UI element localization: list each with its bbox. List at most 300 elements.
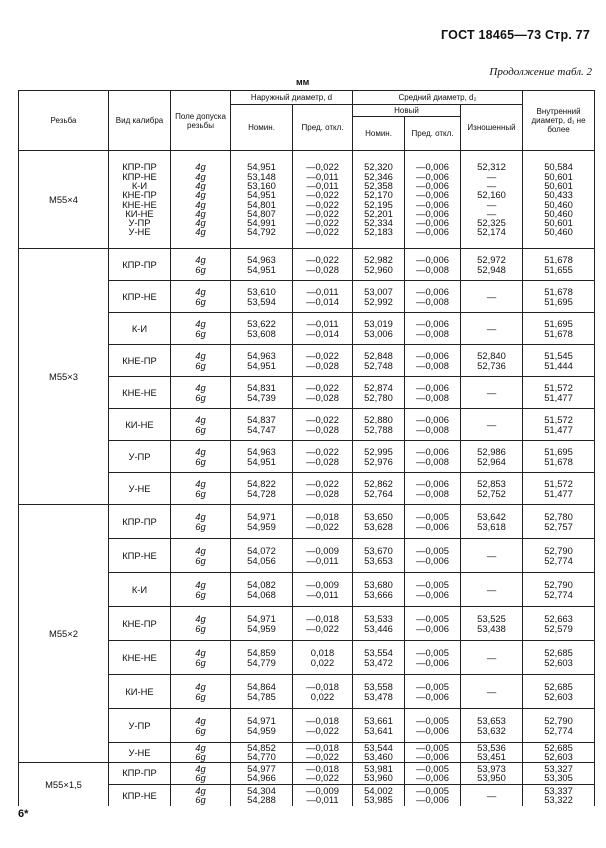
- cell-value: 53,628: [364, 520, 393, 532]
- cell-value: —0,006: [416, 772, 449, 784]
- cell-value: 52,603: [544, 656, 573, 668]
- cell-value: 54,837: [247, 414, 276, 426]
- cell-value: —0,008: [416, 263, 449, 275]
- cell-value: 4g: [195, 446, 206, 458]
- cell-value: 54,739: [247, 391, 276, 403]
- cell-value: 52,195: [364, 198, 393, 210]
- cell-value: 4g: [195, 254, 206, 266]
- outer-deviation-cell: [293, 473, 353, 505]
- cell-value: —: [486, 583, 497, 595]
- inner-diameter-cell: [523, 505, 595, 539]
- pitch-nominal-cell: [353, 607, 405, 641]
- cell-value: 0,022: [310, 690, 335, 702]
- cell-value: 51,572: [544, 414, 573, 426]
- cell-value: 54,068: [247, 588, 276, 600]
- cell-value: 53,558: [364, 681, 393, 693]
- cell-value: —0,018: [306, 511, 339, 523]
- cell-value: —: [486, 549, 497, 561]
- cell-value: —0,006: [416, 207, 449, 219]
- cell-value: 53,478: [364, 690, 393, 702]
- cell-value: 51,572: [544, 478, 573, 490]
- table-row: [19, 151, 595, 249]
- cell-value: 54,002: [364, 785, 393, 797]
- outer-nominal-cell: [231, 607, 293, 641]
- cell-value: 4g: [195, 382, 206, 394]
- cell-value: —0,018: [306, 681, 339, 693]
- cell-value: 54,951: [247, 359, 276, 371]
- table-row: [19, 249, 595, 281]
- cell-value: КНЕ-ПР: [122, 354, 157, 366]
- cell-value: У-ПР: [128, 217, 151, 229]
- tolerance-cell: [171, 281, 231, 313]
- pitch-worn-cell: [461, 473, 523, 505]
- outer-nominal-cell: [231, 505, 293, 539]
- cell-value: 52,170: [364, 189, 393, 201]
- outer-deviation-cell: [293, 641, 353, 675]
- cell-value: 4g: [195, 715, 206, 727]
- cell-value: 52,334: [364, 217, 393, 229]
- cell-value: 54,785: [247, 690, 276, 702]
- table-row: [19, 505, 595, 539]
- cell-value: —: [486, 651, 497, 663]
- cell-value: 4g: [195, 414, 206, 426]
- cell-value: 53,525: [477, 613, 506, 625]
- cell-value: 53,666: [364, 588, 393, 600]
- header-pitch-diameter: Средний диаметр, d₂: [353, 91, 523, 105]
- cell-value: —0,009: [306, 579, 339, 591]
- cell-value: 50,584: [544, 161, 573, 173]
- cell-value: 50,601: [544, 170, 573, 182]
- cell-value: К-И: [131, 179, 148, 191]
- cell-value: —0,006: [416, 588, 449, 600]
- pitch-deviation-cell: [405, 345, 461, 377]
- pitch-nominal-cell: [353, 249, 405, 281]
- header-gauge-type: Вид калибра: [109, 91, 171, 151]
- cell-value: 4g: [195, 207, 206, 219]
- pitch-worn-cell: [461, 675, 523, 709]
- cell-value: 53,007: [364, 286, 393, 298]
- cell-value: 54,963: [247, 446, 276, 458]
- cell-value: —0,011: [306, 170, 339, 182]
- cell-value: 52,848: [364, 350, 393, 362]
- tolerance-cell: [171, 505, 231, 539]
- cell-value: 6g: [195, 391, 206, 403]
- cell-value: —: [486, 198, 497, 210]
- cell-value: —0,005: [416, 511, 449, 523]
- cell-value: —0,028: [306, 455, 339, 467]
- cell-value: 53,622: [247, 318, 276, 330]
- cell-value: —0,018: [306, 762, 339, 774]
- pitch-deviation-cell: [405, 281, 461, 313]
- gauge-type-cell: [109, 409, 171, 441]
- cell-value: —0,005: [416, 647, 449, 659]
- outer-deviation-cell: [293, 151, 353, 249]
- cell-value: —0,022: [306, 478, 339, 490]
- gauge-type-cell: [109, 675, 171, 709]
- outer-nominal-cell: [231, 377, 293, 409]
- cell-value: —0,022: [306, 772, 339, 784]
- cell-value: —0,022: [306, 724, 339, 736]
- cell-value: 52,960: [364, 263, 393, 275]
- tolerance-cell: [171, 675, 231, 709]
- cell-value: 53,554: [364, 647, 393, 659]
- pitch-worn-cell: [461, 249, 523, 281]
- cell-value: 51,678: [544, 455, 573, 467]
- inner-diameter-cell: [523, 641, 595, 675]
- thread-cell: М55×1,5: [19, 762, 109, 806]
- tolerance-cell: [171, 539, 231, 573]
- cell-value: 52,774: [544, 724, 573, 736]
- pitch-nominal-cell: [353, 573, 405, 607]
- pitch-worn-cell: [461, 784, 523, 806]
- cell-value: —0,006: [416, 161, 449, 173]
- inner-diameter-cell: [523, 762, 595, 784]
- cell-value: 54,951: [247, 161, 276, 173]
- cell-value: —0,022: [306, 751, 339, 763]
- cell-value: 50,460: [544, 198, 573, 210]
- gauge-type-cell: [109, 709, 171, 743]
- cell-value: —0,014: [306, 327, 339, 339]
- cell-value: 54,977: [247, 762, 276, 774]
- cell-value: 6g: [195, 724, 206, 736]
- pitch-worn-cell: [461, 539, 523, 573]
- cell-value: 53,594: [247, 295, 276, 307]
- pitch-deviation-cell: [405, 762, 461, 784]
- cell-value: 4g: [195, 189, 206, 201]
- cell-value: 51,655: [544, 263, 573, 275]
- cell-value: —0,005: [416, 545, 449, 557]
- pitch-deviation-cell: [405, 409, 461, 441]
- outer-deviation-cell: [293, 313, 353, 345]
- cell-value: 54,852: [247, 742, 276, 753]
- cell-value: —0,006: [416, 622, 449, 634]
- cell-value: —0,006: [416, 179, 449, 191]
- cell-value: —0,018: [306, 613, 339, 625]
- cell-value: 6g: [195, 327, 206, 339]
- pitch-nominal-cell: [353, 377, 405, 409]
- cell-value: 4g: [195, 179, 206, 191]
- cell-value: 52,685: [544, 681, 573, 693]
- cell-value: 54,971: [247, 613, 276, 625]
- inner-diameter-cell: [523, 377, 595, 409]
- cell-value: 4g: [195, 511, 206, 523]
- cell-value: 52,992: [364, 295, 393, 307]
- pitch-worn-cell: [461, 709, 523, 743]
- cell-value: 53,608: [247, 327, 276, 339]
- pitch-worn-cell: [461, 441, 523, 473]
- cell-value: КПР-ПР: [122, 161, 157, 173]
- outer-nominal-cell: [231, 281, 293, 313]
- cell-value: 4g: [195, 318, 206, 330]
- outer-deviation-cell: [293, 675, 353, 709]
- cell-value: —0,006: [416, 189, 449, 201]
- cell-value: 4g: [195, 478, 206, 490]
- tolerance-cell: [171, 249, 231, 281]
- outer-deviation-cell: [293, 409, 353, 441]
- gauge-type-cell: [109, 377, 171, 409]
- cell-value: 53,472: [364, 656, 393, 668]
- outer-deviation-cell: [293, 607, 353, 641]
- outer-nominal-cell: [231, 539, 293, 573]
- outer-deviation-cell: [293, 505, 353, 539]
- cell-value: —: [486, 789, 497, 801]
- cell-value: 54,082: [247, 579, 276, 591]
- cell-value: 52,790: [544, 579, 573, 591]
- cell-value: КПР-ПР: [122, 515, 157, 527]
- outer-deviation-cell: [293, 784, 353, 806]
- cell-value: —0,011: [306, 794, 339, 806]
- cell-value: 52,774: [544, 554, 573, 566]
- outer-nominal-cell: [231, 249, 293, 281]
- cell-value: 54,747: [247, 423, 276, 435]
- cell-value: 54,304: [247, 785, 276, 797]
- gauge-type-cell: [109, 151, 171, 249]
- pitch-deviation-cell: [405, 151, 461, 249]
- cell-value: 4g: [195, 226, 206, 238]
- pitch-nominal-cell: [353, 539, 405, 573]
- cell-value: —0,011: [306, 179, 339, 191]
- outer-deviation-cell: [293, 539, 353, 573]
- gauge-type-cell: [109, 345, 171, 377]
- cell-value: 53,148: [247, 170, 276, 182]
- pitch-nominal-cell: [353, 345, 405, 377]
- cell-value: 52,663: [544, 613, 573, 625]
- header-inner-diameter: Внутренний диаметр, d₁ не более: [523, 91, 595, 151]
- pitch-deviation-cell: [405, 607, 461, 641]
- cell-value: —0,028: [306, 391, 339, 403]
- cell-value: —0,008: [416, 423, 449, 435]
- cell-value: 4g: [195, 742, 206, 753]
- cell-value: 53,632: [477, 724, 506, 736]
- cell-value: 52,603: [544, 751, 573, 763]
- cell-value: 52,874: [364, 382, 393, 394]
- cell-value: —0,008: [416, 327, 449, 339]
- cell-value: —0,022: [306, 198, 339, 210]
- cell-value: 51,695: [544, 446, 573, 458]
- cell-value: 0,018: [310, 647, 335, 659]
- cell-value: —0,006: [416, 198, 449, 210]
- cell-value: —0,022: [306, 254, 339, 266]
- cell-value: 53,305: [544, 772, 573, 784]
- cell-value: 52,764: [364, 487, 393, 499]
- cell-value: 53,680: [364, 579, 393, 591]
- inner-diameter-cell: [523, 409, 595, 441]
- inner-diameter-cell: [523, 709, 595, 743]
- table-body: [19, 151, 595, 807]
- cell-value: 52,752: [477, 487, 506, 499]
- cell-value: 51,678: [544, 254, 573, 266]
- outer-deviation-cell: [293, 377, 353, 409]
- cell-value: КНЕ-НЕ: [122, 651, 157, 663]
- cell-value: 53,610: [247, 286, 276, 298]
- cell-value: 54,991: [247, 217, 276, 229]
- cell-value: 6g: [195, 690, 206, 702]
- cell-value: 52,325: [477, 217, 506, 229]
- cell-value: КПР-НЕ: [122, 290, 157, 302]
- pitch-nominal-cell: [353, 505, 405, 539]
- cell-value: 54,831: [247, 382, 276, 394]
- cell-value: —0,006: [416, 478, 449, 490]
- tolerance-cell: [171, 441, 231, 473]
- cell-value: 51,477: [544, 423, 573, 435]
- cell-value: 50,460: [544, 207, 573, 219]
- cell-value: —0,011: [306, 554, 339, 566]
- outer-nominal-cell: [231, 345, 293, 377]
- inner-diameter-cell: [523, 151, 595, 249]
- gauge-type-cell: [109, 505, 171, 539]
- pitch-deviation-cell: [405, 539, 461, 573]
- tolerance-cell: [171, 573, 231, 607]
- outer-nominal-cell: [231, 473, 293, 505]
- pitch-worn-cell: [461, 573, 523, 607]
- cell-value: —0,022: [306, 161, 339, 173]
- cell-value: —: [486, 322, 497, 334]
- cell-value: 52,736: [477, 359, 506, 371]
- cell-value: 53,438: [477, 622, 506, 634]
- cell-value: 6g: [195, 423, 206, 435]
- cell-value: 6g: [195, 487, 206, 499]
- cell-value: 53,446: [364, 622, 393, 634]
- gauge-type-cell: [109, 784, 171, 806]
- cell-value: —0,006: [416, 286, 449, 298]
- thread-cell: М55×3: [19, 249, 109, 505]
- pitch-worn-cell: [461, 607, 523, 641]
- pitch-worn-cell: [461, 505, 523, 539]
- cell-value: —0,006: [416, 520, 449, 532]
- cell-value: 52,972: [477, 254, 506, 266]
- cell-value: —0,005: [416, 762, 449, 774]
- cell-value: 52,976: [364, 455, 393, 467]
- outer-deviation-cell: [293, 441, 353, 473]
- cell-value: 53,006: [364, 327, 393, 339]
- cell-value: КПР-НЕ: [122, 789, 157, 801]
- pitch-worn-cell: [461, 313, 523, 345]
- cell-value: —0,009: [306, 785, 339, 797]
- cell-value: 4g: [195, 647, 206, 659]
- pitch-nominal-cell: [353, 743, 405, 763]
- pitch-nominal-cell: [353, 762, 405, 784]
- cell-value: 53,981: [364, 762, 393, 774]
- cell-value: 50,433: [544, 189, 573, 201]
- cell-value: —: [486, 290, 497, 302]
- pitch-worn-cell: [461, 409, 523, 441]
- outer-deviation-cell: [293, 709, 353, 743]
- pitch-nominal-cell: [353, 281, 405, 313]
- cell-value: КИ-НЕ: [125, 207, 154, 219]
- gauge-type-cell: [109, 281, 171, 313]
- cell-value: 6g: [195, 751, 206, 763]
- cell-value: 52,790: [544, 545, 573, 557]
- cell-value: —0,005: [416, 613, 449, 625]
- cell-value: —0,005: [416, 785, 449, 797]
- cell-value: 54,966: [247, 772, 276, 784]
- cell-value: 53,533: [364, 613, 393, 625]
- pitch-nominal-cell: [353, 473, 405, 505]
- gauge-type-cell: [109, 249, 171, 281]
- pitch-deviation-cell: [405, 313, 461, 345]
- cell-value: 54,770: [247, 751, 276, 763]
- pitch-deviation-cell: [405, 377, 461, 409]
- cell-value: —0,028: [306, 487, 339, 499]
- gauge-type-cell: [109, 607, 171, 641]
- cell-value: 53,544: [364, 742, 393, 753]
- cell-value: 52,995: [364, 446, 393, 458]
- cell-value: 52,579: [544, 622, 573, 634]
- header-outer-nominal: Номин.: [231, 105, 293, 151]
- pitch-deviation-cell: [405, 641, 461, 675]
- pitch-worn-cell: [461, 281, 523, 313]
- cell-value: 54,951: [247, 189, 276, 201]
- cell-value: 51,545: [544, 350, 573, 362]
- cell-value: —0,011: [306, 286, 339, 298]
- pitch-deviation-cell: [405, 441, 461, 473]
- gauge-type-cell: [109, 573, 171, 607]
- cell-value: 53,160: [247, 179, 276, 191]
- cell-value: 51,477: [544, 487, 573, 499]
- cell-value: 50,460: [544, 226, 573, 238]
- cell-value: 6g: [195, 554, 206, 566]
- cell-value: 6g: [195, 588, 206, 600]
- cell-value: 6g: [195, 794, 206, 806]
- cell-value: —0,022: [306, 520, 339, 532]
- cell-value: —0,022: [306, 622, 339, 634]
- gauge-type-cell: [109, 441, 171, 473]
- inner-diameter-cell: [523, 281, 595, 313]
- cell-value: 52,358: [364, 179, 393, 191]
- outer-nominal-cell: [231, 151, 293, 249]
- pitch-deviation-cell: [405, 675, 461, 709]
- header-tolerance: Поле допуска резьбы: [171, 91, 231, 151]
- outer-nominal-cell: [231, 762, 293, 784]
- tolerance-cell: [171, 607, 231, 641]
- cell-value: 52,780: [364, 391, 393, 403]
- inner-diameter-cell: [523, 345, 595, 377]
- cell-value: 50,601: [544, 179, 573, 191]
- outer-nominal-cell: [231, 743, 293, 763]
- cell-value: 52,853: [477, 478, 506, 490]
- cell-value: 51,678: [544, 286, 573, 298]
- cell-value: 4g: [195, 545, 206, 557]
- cell-value: —0,018: [306, 715, 339, 727]
- table-continuation-label: Продолжение табл. 2: [489, 66, 592, 78]
- cell-value: 0,022: [310, 656, 335, 668]
- outer-nominal-cell: [231, 573, 293, 607]
- outer-nominal-cell: [231, 641, 293, 675]
- cell-value: КПР-ПР: [122, 767, 157, 779]
- pitch-worn-cell: [461, 762, 523, 784]
- cell-value: К-И: [131, 322, 148, 334]
- inner-diameter-cell: [523, 675, 595, 709]
- header-pitch-worn: Изношенный: [461, 105, 523, 151]
- cell-value: —0,028: [306, 263, 339, 275]
- cell-value: 53,337: [544, 785, 573, 797]
- cell-value: 54,728: [247, 487, 276, 499]
- page-header: ГОСТ 18465—73 Стр. 77: [441, 28, 590, 42]
- cell-value: 54,971: [247, 715, 276, 727]
- cell-value: 54,951: [247, 455, 276, 467]
- cell-value: —0,006: [416, 170, 449, 182]
- gauge-type-cell: [109, 313, 171, 345]
- cell-value: —0,006: [416, 554, 449, 566]
- cell-value: 53,653: [364, 554, 393, 566]
- pitch-nominal-cell: [353, 709, 405, 743]
- cell-value: 52,780: [544, 511, 573, 523]
- cell-value: —: [486, 386, 497, 398]
- cell-value: 54,959: [247, 520, 276, 532]
- cell-value: —0,006: [416, 656, 449, 668]
- cell-value: —: [486, 418, 497, 430]
- pitch-worn-cell: [461, 641, 523, 675]
